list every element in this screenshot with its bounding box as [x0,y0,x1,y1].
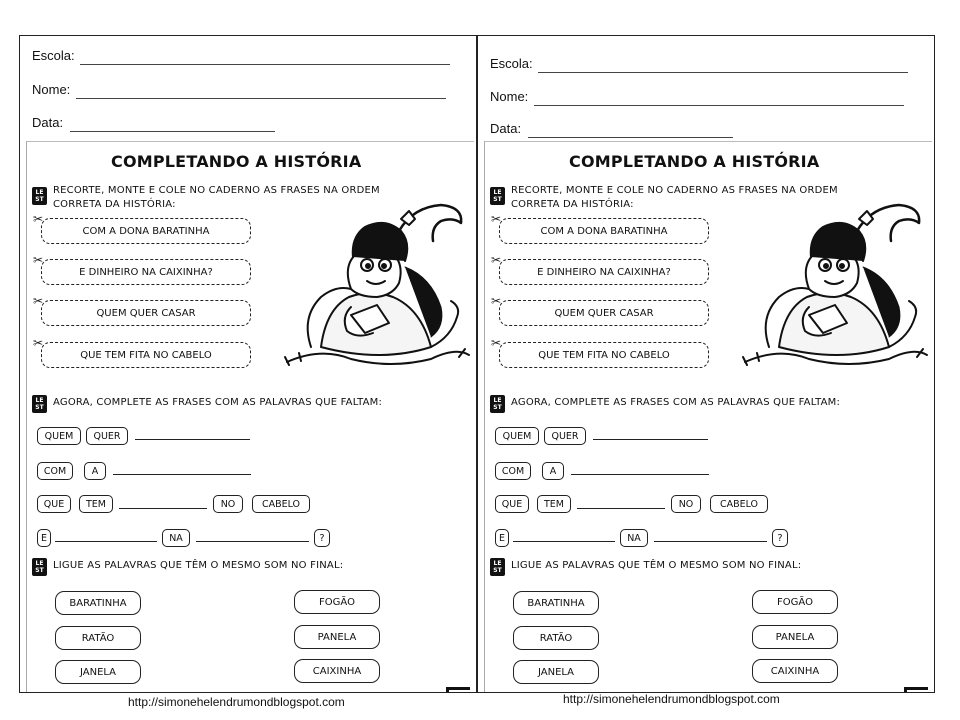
rhyme-word-left: JANELA [513,660,599,684]
scissors-icon: ✂ [33,253,44,267]
school-label: Escola: [490,56,533,71]
word-tag: E [495,529,509,547]
word-tag: NO [213,495,243,513]
word-tag: QUE [37,495,71,513]
rhyme-word-left: BARATINHA [55,591,141,615]
phrase-card: QUE TEM FITA NO CABELO [499,342,709,368]
word-tag: QUE [495,495,529,513]
corner-mark [904,687,928,693]
word-tag: NO [671,495,701,513]
date-line [70,131,275,132]
corner-mark [446,687,470,693]
dona-baratinha-illustration [739,197,929,372]
phrase-card: QUE TEM FITA NO CABELO [41,342,251,368]
word-tag: CABELO [710,495,768,513]
name-label: Nome: [32,82,71,97]
scissors-icon: ✂ [491,212,502,226]
word-tag: NA [620,529,648,547]
instruction-cut-paste-line1: RECORTE, MONTE E COLE NO CADERNO AS FRASES NA ORDEM [53,185,380,196]
instruction-cut-paste-line1: RECORTE, MONTE E COLE NO CADERNO AS FRASES NA ORDEM [511,185,838,196]
scissors-icon: ✂ [491,294,502,308]
read-write-icon: LE ST [490,558,505,576]
date-line [528,137,733,138]
scissors-icon: ✂ [491,253,502,267]
phrase-card: QUEM QUER CASAR [499,300,709,326]
school-line [538,72,908,73]
instruction-match-rhymes: LIGUE AS PALAVRAS QUE TÊM O MESMO SOM NO FINAL: [511,560,802,571]
footer-url-right: http://simonehelendrumondblogspot.com [563,692,780,706]
word-tag: TEM [79,495,113,513]
name-label: Nome: [490,89,529,104]
phrase-card: E DINHEIRO NA CAIXINHA? [499,259,709,285]
instruction-cut-paste-line2: CORRETA DA HISTÓRIA: [511,199,634,210]
read-write-icon: LE ST [32,395,47,413]
worksheet-title: COMPLETANDO A HISTÓRIA [111,152,362,171]
word-tag: COM [37,462,73,480]
rhyme-word-right: PANELA [294,625,380,649]
word-tag: QUER [86,427,128,445]
blank-line [196,541,309,542]
name-line [76,98,446,99]
activity-worksheet [26,141,474,693]
date-label: Data: [490,121,522,136]
rhyme-word-left: RATÃO [55,626,141,650]
word-tag: ? [314,529,330,547]
phrase-card: QUEM QUER CASAR [41,300,251,326]
rhyme-word-left: RATÃO [513,626,599,650]
blank-line [55,541,157,542]
scissors-icon: ✂ [33,294,44,308]
blank-line [654,541,767,542]
phrase-card: E DINHEIRO NA CAIXINHA? [41,259,251,285]
rhyme-word-right: PANELA [752,625,838,649]
rhyme-word-right: FOGÃO [752,590,838,614]
school-line [80,64,450,65]
instruction-complete: AGORA, COMPLETE AS FRASES COM AS PALAVRAS QUE FALTAM: [511,397,841,408]
word-tag: A [84,462,106,480]
worksheet-title: COMPLETANDO A HISTÓRIA [569,152,820,171]
date-label: Data: [32,115,64,130]
scissors-icon: ✂ [33,212,44,226]
word-tag: QUEM [37,427,81,445]
read-write-icon: LE ST [490,395,505,413]
scissors-icon: ✂ [33,336,44,350]
rhyme-word-left: JANELA [55,660,141,684]
rhyme-word-right: CAIXINHA [752,659,838,683]
word-tag: NA [162,529,190,547]
instruction-cut-paste-line2: CORRETA DA HISTÓRIA: [53,199,176,210]
read-write-icon: LE ST [32,187,47,205]
read-write-icon: LE ST [32,558,47,576]
blank-line [577,508,665,509]
word-tag: QUER [544,427,586,445]
word-tag: E [37,529,51,547]
blank-line [135,439,250,440]
phrase-card: COM A DONA BARATINHA [499,218,709,244]
word-tag: COM [495,462,531,480]
footer-url-left: http://simonehelendrumondblogspot.com [128,695,345,709]
word-tag: QUEM [495,427,539,445]
blank-line [119,508,207,509]
blank-line [113,474,251,475]
word-tag: CABELO [252,495,310,513]
activity-worksheet [484,141,932,693]
worksheet-page-right [477,35,935,693]
dona-baratinha-illustration [281,197,471,372]
blank-line [513,541,615,542]
word-tag: A [542,462,564,480]
rhyme-word-right: CAIXINHA [294,659,380,683]
word-tag: TEM [537,495,571,513]
scissors-icon: ✂ [491,336,502,350]
instruction-match-rhymes: LIGUE AS PALAVRAS QUE TÊM O MESMO SOM NO FINAL: [53,560,344,571]
read-write-icon: LE ST [490,187,505,205]
blank-line [571,474,709,475]
phrase-card: COM A DONA BARATINHA [41,218,251,244]
instruction-complete: AGORA, COMPLETE AS FRASES COM AS PALAVRAS QUE FALTAM: [53,397,383,408]
worksheet-page-left [19,35,477,693]
blank-line [593,439,708,440]
rhyme-word-left: BARATINHA [513,591,599,615]
name-line [534,105,904,106]
school-label: Escola: [32,48,75,63]
rhyme-word-right: FOGÃO [294,590,380,614]
word-tag: ? [772,529,788,547]
